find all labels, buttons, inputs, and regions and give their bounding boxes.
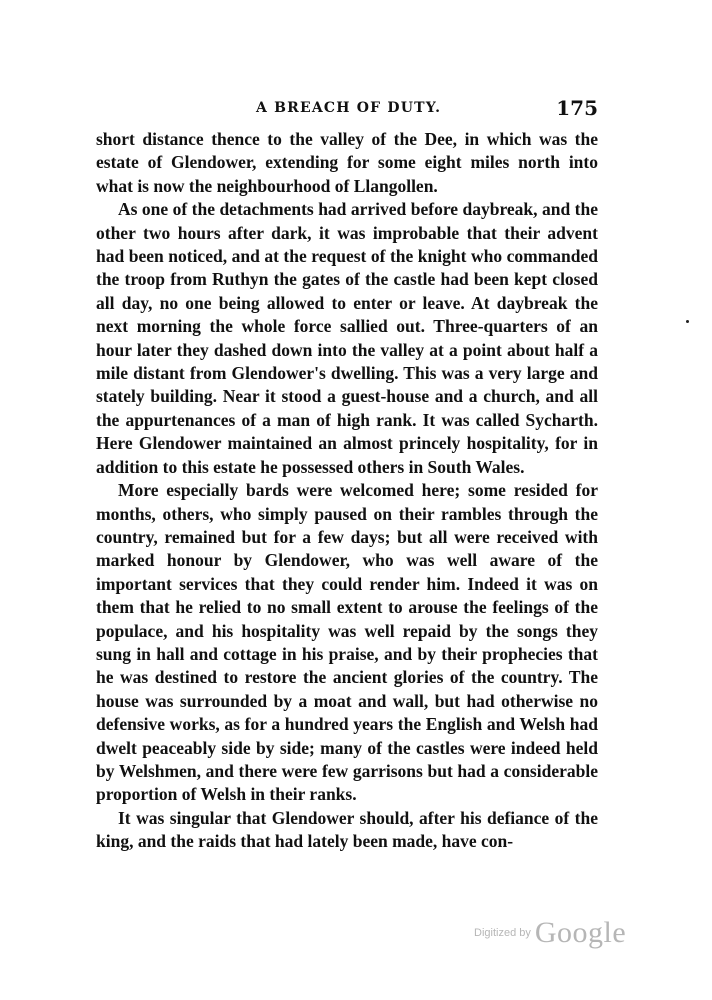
- stray-ink-dot: [686, 320, 689, 323]
- watermark-prefix: Digitized by: [474, 927, 531, 939]
- running-title: A BREACH OF DUTY.: [256, 100, 442, 116]
- body-text: [96, 128, 598, 854]
- page-number: 175: [556, 96, 598, 120]
- digitized-watermark: [474, 916, 626, 950]
- google-logo-text: Google: [534, 916, 627, 949]
- paragraph-1: short distance thence to the valley of the Dee, in which was the estate of Glendower, extending for some eight miles north into what is now the neighbourhood of Llangollen.: [96, 129, 598, 196]
- paragraph-4: It was singular that Glendower should, after his defiance of the king, and the raids that had lately been made, have con-: [96, 807, 598, 852]
- paragraph-3: More especially bards were welcomed here; some resided for months, others, who simply paused on their rambles through the country, remained but for a few days; but all were received with marked honour by Glendower, who was well aware of the important services that they could render him. Indeed it was on them that he relied to no small extent to arouse the feelings of the populace, and his hospitality was well repaid by the songs they sung in hall and cottage in his praise, and by their prophecies that he was destined to restore the ancient glories of the country. The house was surrounded by a moat and wall, but had otherwise no defensive works, as for a hundred years the English and Welsh had dwelt peaceably side by side; many of the castles were indeed held by Welshmen, and there were few garrisons but had a considerable proportion of Welsh in their ranks.: [96, 480, 598, 805]
- paragraph-2: As one of the detachments had arrived before daybreak, and the other two hours after dark, it was improbable that their advent had been noticed, and at the request of the knight who commanded the troop from Ruthyn the gates of the castle had been kept closed all day, no one being allowed to enter or leave. At daybreak the next morning the whole force sallied out. Three-quarters of an hour later they dashed down into the valley at a point about half a mile distant from Glendower's dwelling. This was a very large and stately building. Near it stood a guest-house and a church, and all the appurtenances of a man of high rank. It was called Sycharth. Here Glendower maintained an almost princely hospitality, for in addition to this estate he possessed others in South Wales.: [96, 199, 598, 477]
- running-header: [96, 96, 598, 124]
